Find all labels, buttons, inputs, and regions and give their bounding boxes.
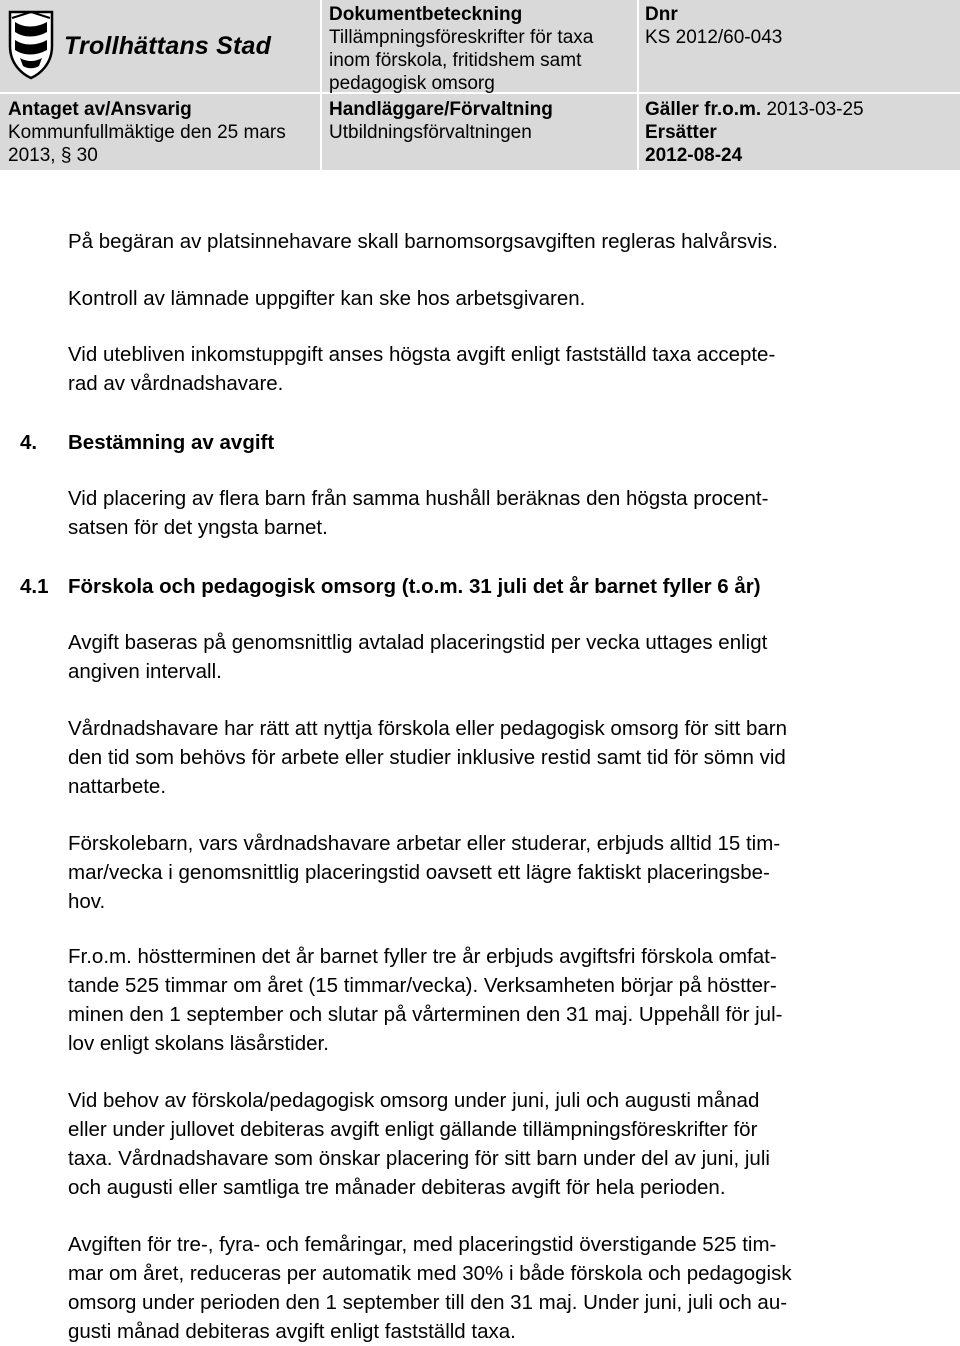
paragraph-line: omsorg under perioden den 1 september till den 31 maj. Under juni, juli och au-: [68, 1291, 788, 1314]
adopted-label: Antaget av/Ansvarig: [8, 99, 192, 120]
paragraph-line: rad av vårdnadshavare.: [68, 372, 284, 395]
paragraph: [68, 628, 948, 686]
header-column-divider: [320, 0, 322, 170]
paragraph: Kontroll av lämnade uppgifter kan ske hos arbetsgivaren.: [68, 287, 586, 310]
document-designation-label: Dokumentbeteckning: [329, 4, 523, 25]
paragraph-line: Vid utebliven inkomstuppgift anses högsta avgift enligt fastställd taxa accepte-: [68, 343, 776, 366]
paragraph-line: Avgiften för tre-, fyra- och femåringar, med placeringstid överstigande 525 tim-: [68, 1233, 777, 1256]
handler-value: Utbildningsförvaltningen: [329, 122, 532, 143]
replaces-value: 2012-08-24: [645, 145, 743, 166]
paragraph-line: taxa. Vårdnadshavare som önskar placering för sitt barn under del av juni, juli: [68, 1147, 770, 1170]
paragraph: [68, 484, 948, 542]
paragraph-line: och augusti eller samtliga tre månader debiteras avgift för hela perioden.: [68, 1176, 726, 1199]
paragraph-line: lov enligt skolans läsårstider.: [68, 1032, 329, 1055]
paragraph-line: Vid behov av förskola/pedagogisk omsorg under juni, juli och augusti månad: [68, 1089, 760, 1112]
paragraph: [68, 714, 948, 801]
valid-from-label: Gäller fr.o.m.: [645, 99, 762, 120]
section-number: 4.: [20, 431, 38, 454]
paragraph-line: angiven intervall.: [68, 660, 222, 683]
handler-label: Handläggare/Förvaltning: [329, 99, 553, 120]
document-designation-cell: [329, 3, 593, 95]
adopted-line: 2013, § 30: [8, 145, 98, 166]
section-heading: Bestämning av avgift: [68, 431, 275, 454]
valid-from-value: 2013-03-25: [766, 99, 864, 120]
handler-cell: [329, 98, 553, 144]
paragraph-line: eller under jullovet debiteras avgift enligt gällande tillämpningsföreskrifter för: [68, 1118, 758, 1141]
paragraph-line: Fr.o.m. höstterminen det år barnet fyller tre år erbjuds avgiftsfri förskola omfat-: [68, 945, 777, 968]
paragraph-line: tande 525 timmar om året (15 timmar/vecka). Verksamheten börjar på höstter-: [68, 974, 777, 997]
paragraph-line: hov.: [68, 890, 106, 913]
coat-of-arms-icon: [6, 8, 56, 80]
paragraph: [68, 1230, 948, 1346]
header-column-divider: [637, 0, 639, 170]
paragraph-line: mar/vecka i genomsnittlig placeringstid oavsett ett lägre faktiskt placeringsbe-: [68, 861, 770, 884]
logo-text: Trollhättans Stad: [64, 32, 272, 60]
document-designation-line: pedagogisk omsorg: [329, 73, 495, 94]
dnr-value: KS 2012/60-043: [645, 27, 783, 48]
paragraph-line: minen den 1 september och slutar på vårterminen den 31 maj. Uppehåll för jul-: [68, 1003, 783, 1026]
paragraph-line: den tid som behövs för arbete eller studier inklusive restid samt tid för sömn vid: [68, 746, 786, 769]
paragraph-line: satsen för det yngsta barnet.: [68, 516, 328, 539]
paragraph-line: mar om året, reduceras per automatik med 30% i både förskola och pedagogisk: [68, 1262, 792, 1285]
paragraph: [68, 829, 948, 916]
paragraph-line: Vårdnadshavare har rätt att nyttja förskola eller pedagogisk omsorg för sitt barn: [68, 717, 788, 740]
municipality-logo: [0, 0, 320, 92]
dnr-label: Dnr: [645, 4, 678, 25]
subsection-number: 4.1: [20, 575, 49, 598]
document-designation-line: inom förskola, fritidshem samt: [329, 50, 582, 71]
validity-cell: [645, 98, 864, 167]
adopted-line: Kommunfullmäktige den 25 mars: [8, 122, 286, 143]
document-designation-line: Tillämpningsföreskrifter för taxa: [329, 27, 594, 48]
paragraph-line: Avgift baseras på genomsnittlig avtalad placeringstid per vecka uttages enligt: [68, 631, 768, 654]
paragraph: [68, 340, 948, 398]
dnr-cell: [645, 3, 782, 49]
paragraph: På begäran av platsinnehavare skall barnomsorgsavgiften regleras halvårsvis.: [68, 230, 778, 253]
paragraph-line: nattarbete.: [68, 775, 167, 798]
subsection-heading: Förskola och pedagogisk omsorg (t.o.m. 31 juli det år barnet fyller 6 år): [68, 575, 761, 598]
paragraph: [68, 1086, 948, 1202]
paragraph-line: gusti månad debiteras avgift enligt fastställd taxa.: [68, 1320, 516, 1343]
adopted-cell: [8, 98, 286, 167]
paragraph-line: Förskolebarn, vars vårdnadshavare arbetar eller studerar, erbjuds alltid 15 tim-: [68, 832, 781, 855]
replaces-label: Ersätter: [645, 122, 717, 143]
paragraph-line: Vid placering av flera barn från samma hushåll beräknas den högsta procent-: [68, 487, 769, 510]
paragraph: [68, 942, 948, 1058]
